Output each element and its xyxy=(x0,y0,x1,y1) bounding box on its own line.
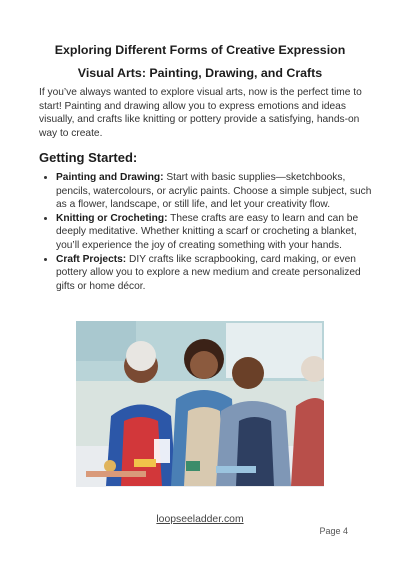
intro-paragraph: If you’ve always wanted to explore visual arts, now is the perfect time to start! Painting and drawing allow you to express emotions and ideas visually, and crafts like knitting or pottery provide a satisfying, hands-on way to create. xyxy=(39,87,362,139)
subheading: Getting Started: xyxy=(39,150,138,165)
footer-website-link[interactable]: loopseeladder.com xyxy=(156,514,244,525)
page-number: Page 4 xyxy=(319,526,348,536)
document-title: Exploring Different Forms of Creative Expression xyxy=(54,43,346,57)
section-title: Visual Arts: Painting, Drawing, and Crafts xyxy=(77,66,323,80)
photo-illustration xyxy=(76,321,324,487)
seniors-art-class-photo xyxy=(76,321,324,487)
list-item-text: These crafts are easy to learn and can be deeply meditative. Whether knitting a scarf or crocheting a blanket, you’ll experience the joy of creating something with your hands. xyxy=(56,212,359,251)
list-item xyxy=(56,212,382,253)
list-item xyxy=(56,171,382,212)
list-item xyxy=(56,253,382,294)
list-item-label: Craft Projects: xyxy=(56,253,127,265)
list-item-label: Painting and Drawing: xyxy=(56,172,164,183)
list-item-text: DIY crafts like scrapbooking, card making, or even pottery allow you to explore a new medium and create personalized gifts or home décor. xyxy=(56,253,361,292)
tips-list xyxy=(39,171,382,293)
list-item-label: Knitting or Crocheting: xyxy=(56,212,168,224)
list-item-text: Start with basic supplies—sketchbooks, pencils, watercolours, or acrylic paints. Choose a simple subject, such as a flower, landscape, or still life, and let your creativity flow. xyxy=(56,172,372,211)
